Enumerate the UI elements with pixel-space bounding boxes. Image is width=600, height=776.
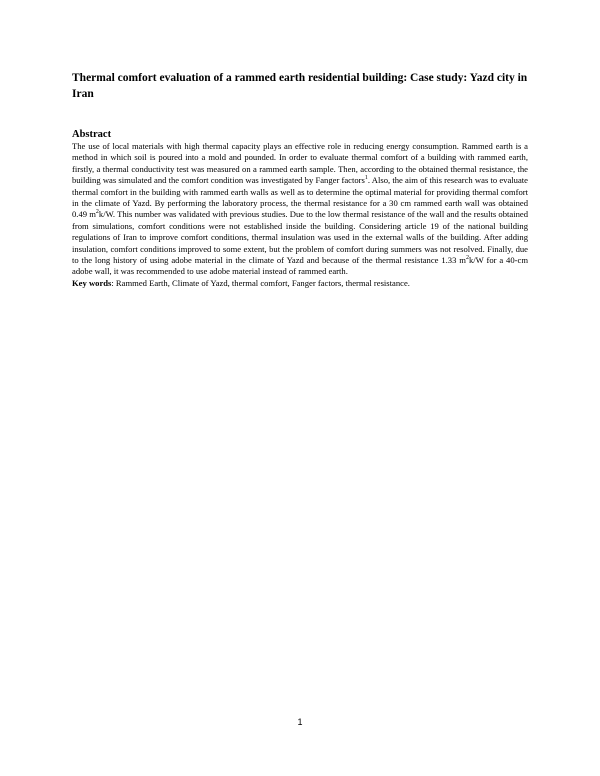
abstract-heading: Abstract (72, 129, 112, 140)
abstract-text-part2: . Also, the aim of this research was to evaluate thermal comfort in the building with rammed earth walls as well as to determine the optimal material for providing thermal comfort in the climate of Yazd. By performing the laboratory process, the thermal resistance for a 30 cm rammed earth wall was obtained 0.49 m (72, 175, 528, 220)
abstract-section (72, 141, 528, 289)
paper-title: Thermal comfort evaluation of a rammed earth residential building: Case study: Yazd city in Iran (72, 72, 528, 100)
unit-superscript: 2 (95, 209, 99, 216)
keywords-text: : Rammed Earth, Climate of Yazd, thermal comfort, Fanger factors, thermal resistance. (111, 277, 410, 288)
unit-superscript: 2 (465, 255, 469, 262)
footnote-marker: 1 (364, 175, 368, 182)
abstract-paragraph (72, 141, 528, 278)
page-number: 1 (297, 717, 303, 727)
keywords-label: Key words (72, 277, 112, 288)
abstract-text-part1: The use of local materials with high thermal capacity plays an effective role in reducing energy consumption. Rammed earth is a method in which soil is poured into a mold and pounded. In order to evaluate thermal comfort of a building with rammed earth, firstly, a thermal conductivity test was measured on a rammed earth sample. Then, according to the obtained thermal resistance, the building was simulated and the comfort condition was investigated by Fanger factors (72, 141, 528, 186)
keywords-line (72, 278, 528, 289)
abstract-text-part3: k/W. This number was validated with previous studies. Due to the low thermal resistance of the wall and the results obtained from simulations, comfort conditions were not established inside the building. Considering article 19 of the national building regulations of Iran to improve comfort conditions, thermal insulation was used in the external walls of the building. After adding insulation, comfort conditions improved to some extent, but the problem of comfort during summers was not resolved. Finally, due to the long history of using adobe material in the climate of Yazd and because of the thermal resistance 1.33 m (72, 209, 528, 266)
abstract-text-part4: k/W for a 40-cm adobe wall, it was recommended to use adobe material instead of rammed earth. (72, 255, 529, 277)
